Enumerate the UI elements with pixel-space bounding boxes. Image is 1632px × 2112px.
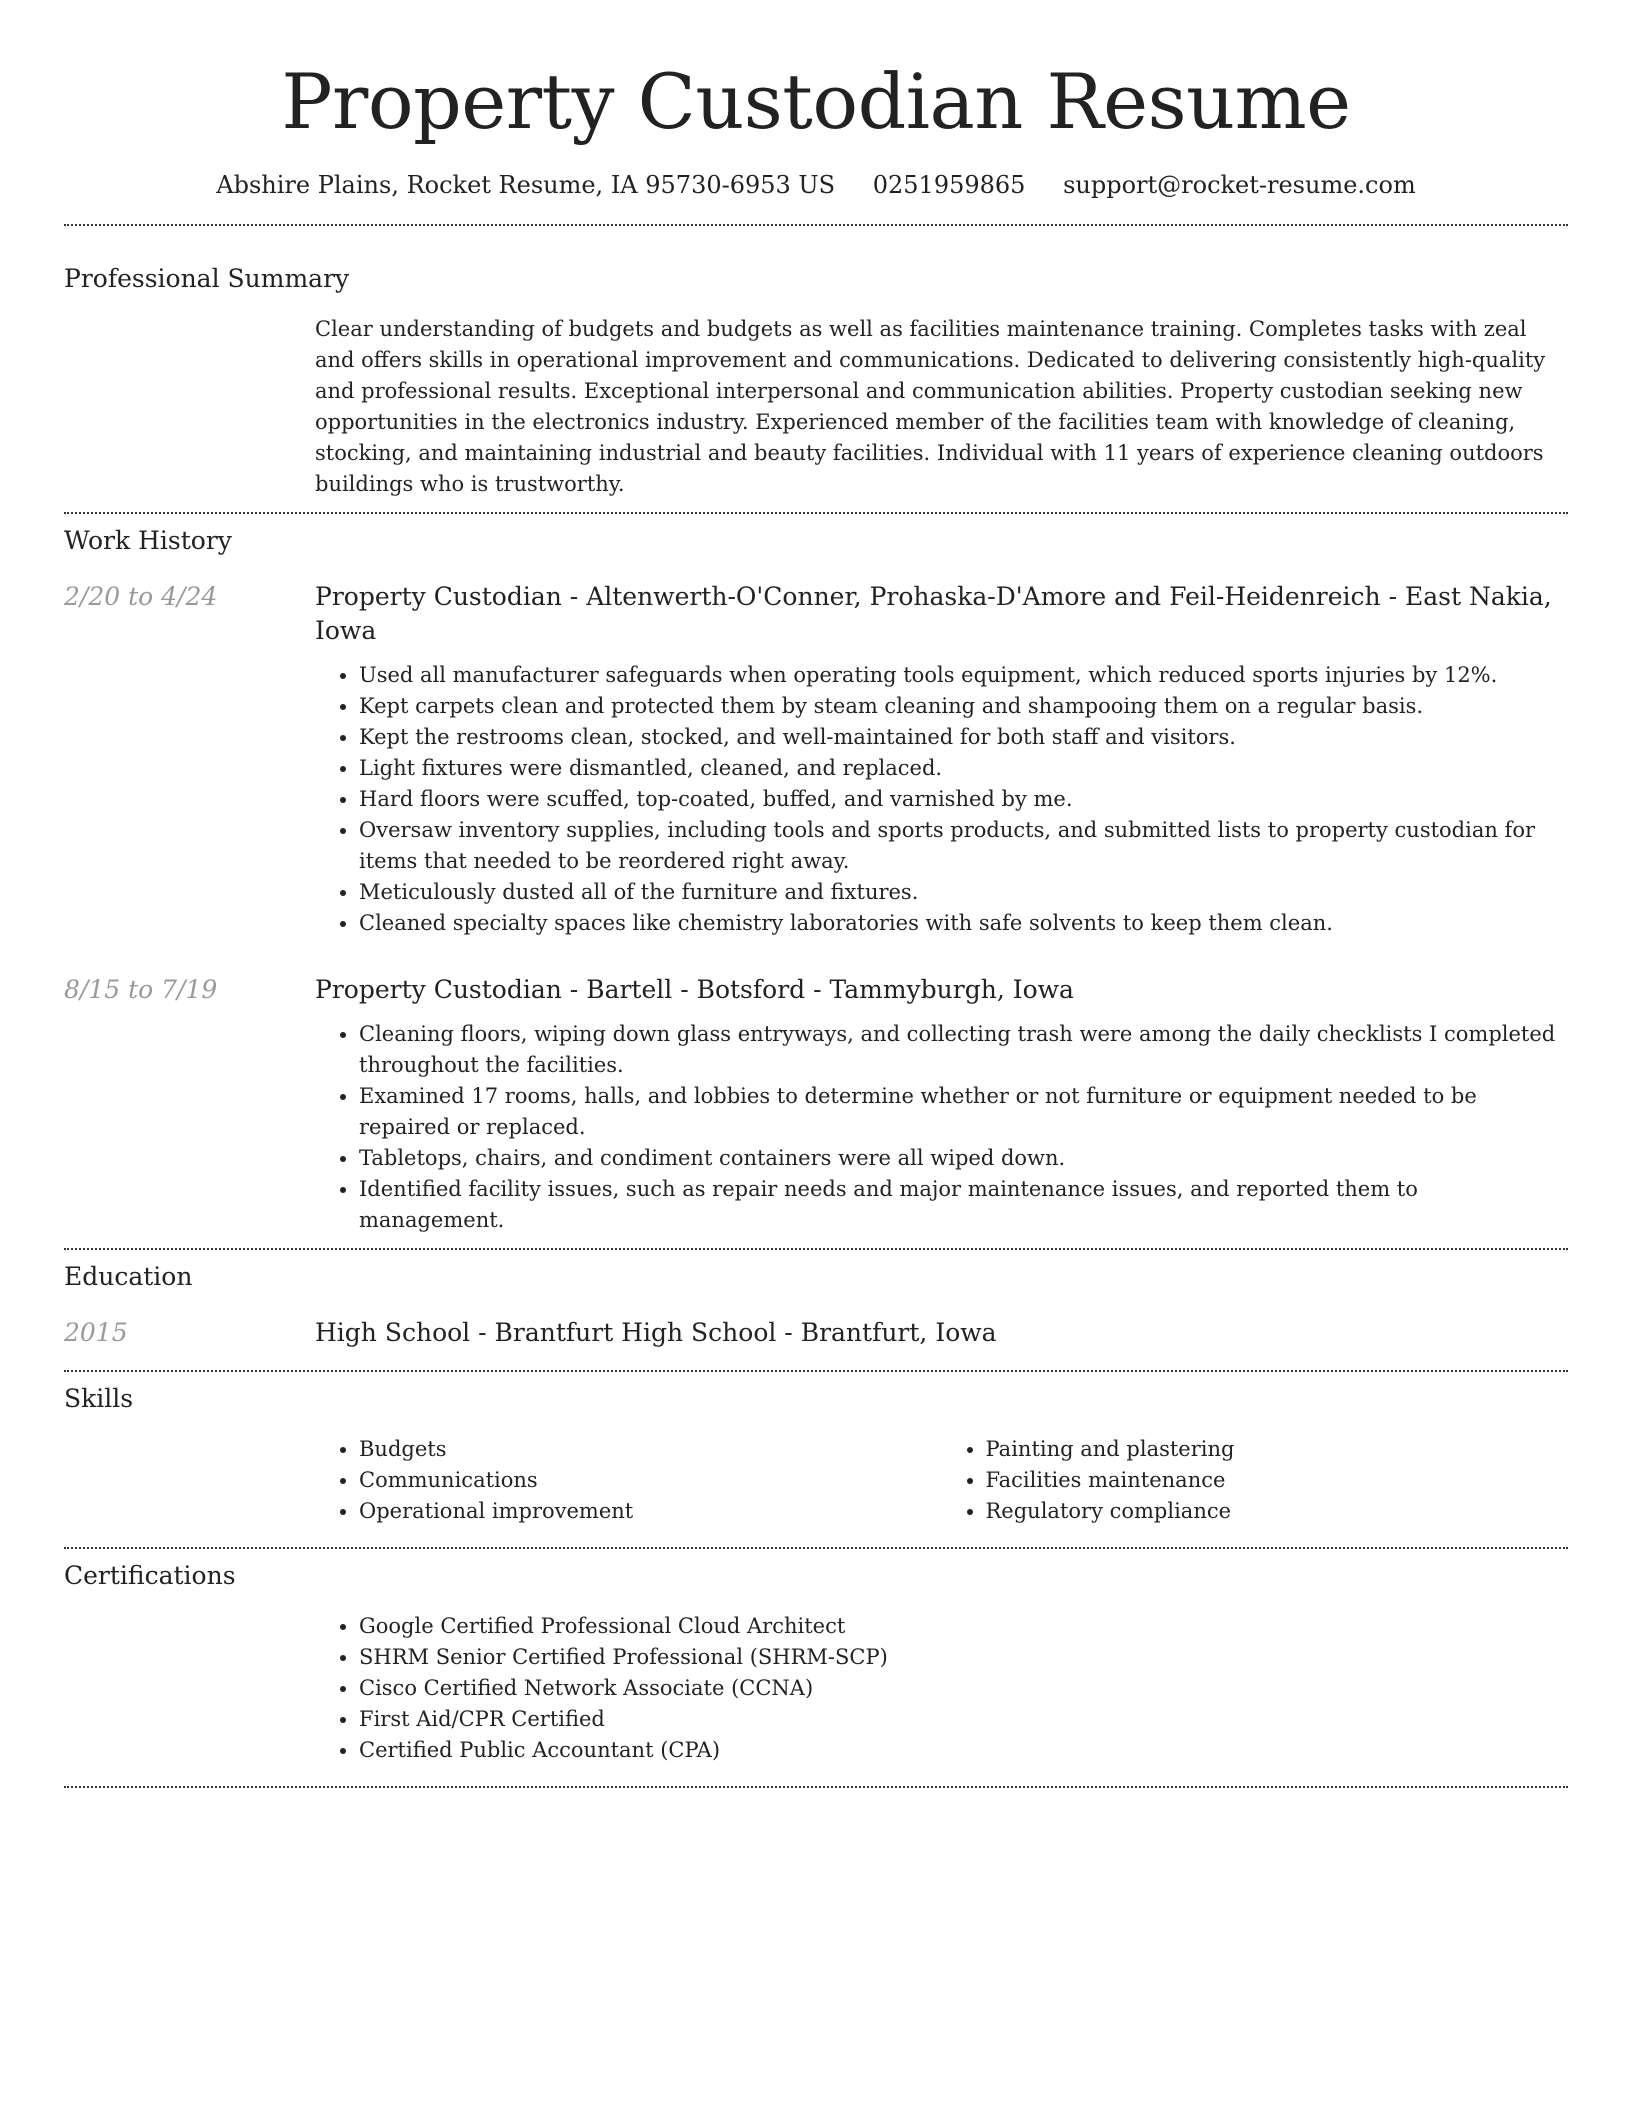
resume-title: Property Custodian Resume — [281, 57, 1351, 146]
list-item: • Cleaning floors, wiping down glass entryways, and collecting trash were among the daily checklists I completed throughout the facilities. — [359, 1019, 1568, 1081]
education-dates: 2015 — [64, 1318, 128, 1347]
job-entry — [64, 580, 1568, 939]
list-item: • Operational improvement — [359, 1496, 942, 1527]
list-item: • Kept carpets clean and protected them by steam cleaning and shampooing them on a regular basis. — [359, 691, 1568, 722]
skills-section — [64, 1372, 1568, 1527]
section-heading-certifications: Certifications — [64, 1561, 236, 1590]
contact-address: Abshire Plains, Rocket Resume, IA 95730-6953 US — [216, 171, 836, 199]
list-item: • Light fixtures were dismantled, cleaned, and replaced. — [359, 753, 1568, 784]
section-heading-summary: Professional Summary — [64, 264, 350, 293]
list-item: • Examined 17 rooms, halls, and lobbies to determine whether or not furniture or equipment needed to be repaired or replaced. — [359, 1081, 1568, 1143]
contact-phone: 0251959865 — [872, 171, 1026, 199]
job-bullets — [315, 660, 1568, 939]
job-entry — [64, 973, 1568, 1236]
list-item: • Oversaw inventory supplies, including tools and sports products, and submitted lists to property custodian for items that needed to be reordered right away. — [359, 815, 1568, 877]
job-title: Property Custodian - Bartell - Botsford - Tammyburgh, Iowa — [315, 975, 1074, 1004]
list-item: • Used all manufacturer safeguards when operating tools equipment, which reduced sports injuries by 12%. — [359, 660, 1568, 691]
certifications-list — [315, 1611, 1568, 1766]
skills-list-right — [942, 1434, 1569, 1527]
job-dates: 8/15 to 7/19 — [64, 975, 218, 1004]
contact-email: support@rocket-resume.com — [1063, 171, 1416, 199]
divider — [64, 1786, 1568, 1788]
list-item: • Regulatory compliance — [986, 1496, 1569, 1527]
section-heading-work-history: Work History — [64, 526, 232, 555]
section-heading-skills: Skills — [64, 1384, 134, 1413]
job-title: Property Custodian - Altenwerth-O'Conner, Prohaska-D'Amore and Feil-Heidenreich - East Nakia, Iowa — [315, 582, 1552, 645]
resume-page — [64, 0, 1568, 1788]
job-bullets — [315, 1019, 1568, 1236]
contact-line — [64, 168, 1568, 202]
list-item: • Certified Public Accountant (CPA) — [359, 1735, 1568, 1766]
summary-text: Clear understanding of budgets and budgets as well as facilities maintenance training. Completes tasks with zeal and offers skills in operational improvement and communications. Dedicated to delivering consistently high-quality and professional results. Exceptional interpersonal and communication abilities. Property custodian seeking new opportunities in the electronics industry. Experienced member of the facilities team with knowledge of cleaning, stocking, and maintaining industrial and beauty facilities. Individual with 11 years of experience cleaning outdoors buildings who is trustworthy. — [315, 317, 1546, 496]
list-item: • Kept the restrooms clean, stocked, and well-maintained for both staff and visitors. — [359, 722, 1568, 753]
education-section — [64, 1250, 1568, 1350]
education-title: High School - Brantfurt High School - Brantfurt, Iowa — [315, 1318, 997, 1347]
section-heading-education: Education — [64, 1262, 193, 1291]
list-item: • SHRM Senior Certified Professional (SHRM-SCP) — [359, 1642, 1568, 1673]
list-item: • Hard floors were scuffed, top-coated, buffed, and varnished by me. — [359, 784, 1568, 815]
summary-section — [64, 226, 1568, 500]
list-item: • Budgets — [359, 1434, 942, 1465]
job-dates: 2/20 to 4/24 — [64, 582, 218, 611]
education-entry — [64, 1316, 1568, 1350]
work-history-section — [64, 514, 1568, 1236]
list-item: • Painting and plastering — [986, 1434, 1569, 1465]
list-item: • Tabletops, chairs, and condiment containers were all wiped down. — [359, 1143, 1568, 1174]
list-item: • Cisco Certified Network Associate (CCNA) — [359, 1673, 1568, 1704]
list-item: • Meticulously dusted all of the furniture and fixtures. — [359, 877, 1568, 908]
list-item: • Google Certified Professional Cloud Architect — [359, 1611, 1568, 1642]
list-item: • Cleaned specialty spaces like chemistry laboratories with safe solvents to keep them clean. — [359, 908, 1568, 939]
certifications-section — [64, 1549, 1568, 1766]
list-item: • First Aid/CPR Certified — [359, 1704, 1568, 1735]
skills-list-left — [315, 1434, 942, 1527]
list-item: • Communications — [359, 1465, 942, 1496]
list-item: • Facilities maintenance — [986, 1465, 1569, 1496]
list-item: • Identified facility issues, such as repair needs and major maintenance issues, and reported them to management. — [359, 1174, 1568, 1236]
